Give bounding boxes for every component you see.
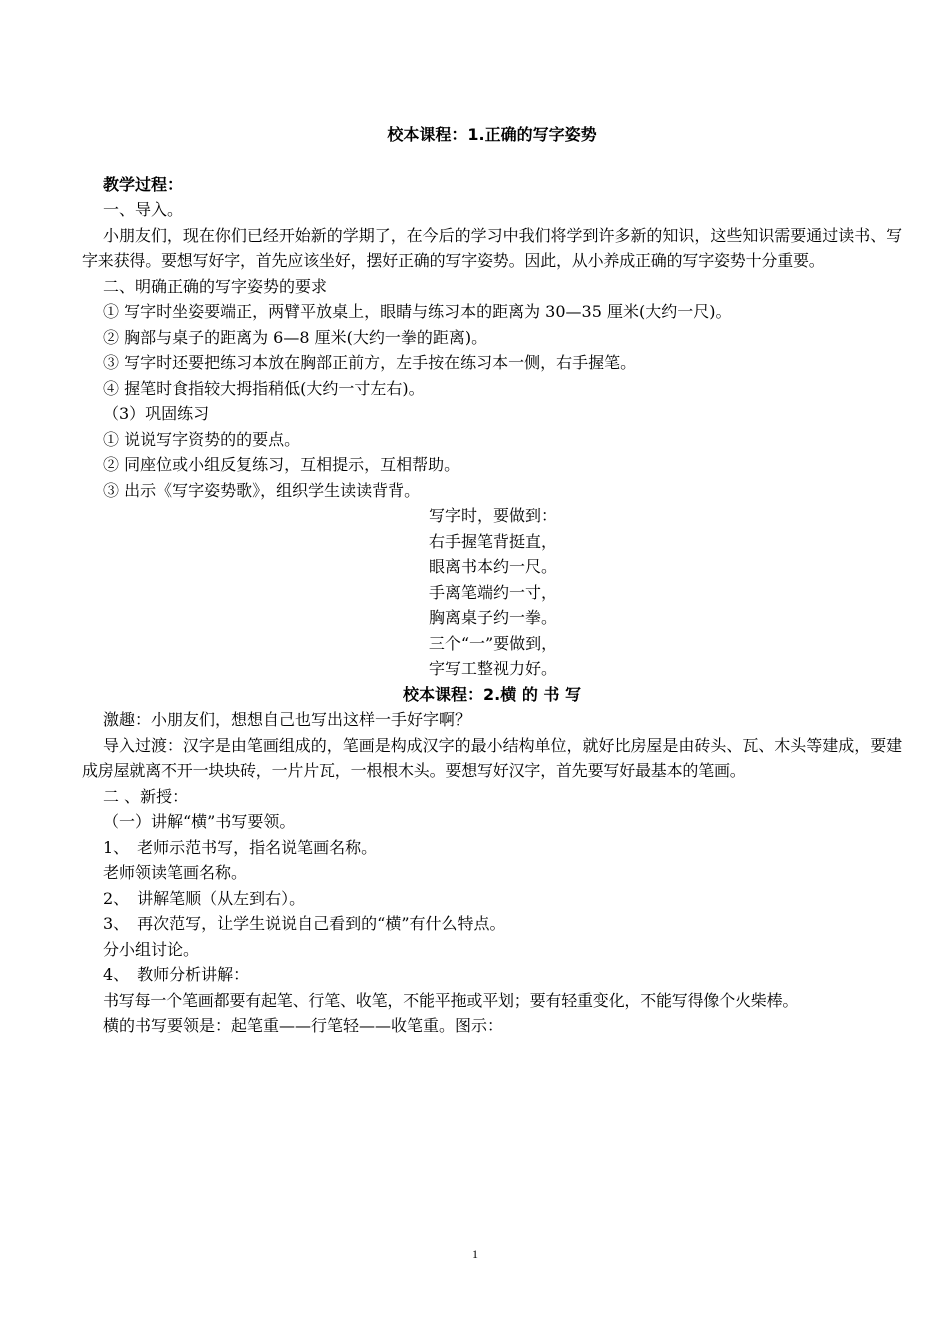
requirement-item: ① 写字时坐姿要端正，两臂平放桌上，眼睛与练习本的距离为 30—35 厘米(大约一尺)。 — [103, 302, 732, 321]
step-item: 4、 教师分析讲解： — [103, 965, 250, 984]
explanation-paragraph: 书写每一个笔画都要有起笔、行笔、收笔，不能平拖或平划；要有轻重变化，不能写得像个火柴棒。 — [103, 990, 799, 1010]
requirement-item: ② 胸部与桌子的距离为 6—8 厘米(大约一拳的距离)。 — [103, 327, 488, 347]
practice-item: ② 同座位或小组反复练习，互相提示，互相帮助。 — [103, 455, 461, 474]
page-number: 1 — [472, 1247, 478, 1261]
step-note: 老师领读笔画名称。 — [103, 863, 248, 882]
teaching-process-heading: 教学过程： — [103, 174, 184, 194]
step-item: 1、 老师示范书写，指名说笔画名称。 — [103, 837, 378, 857]
motivation-line: 激趣：小朋友们，想想自己也写出这样一手好字啊？ — [103, 710, 472, 729]
lesson1-title: 校本课程：1.正确的写字姿势 — [387, 125, 597, 144]
step-item: 3、 再次范写，让学生说说自己看到的“横”有什么特点。 — [103, 914, 506, 933]
section-requirements-heading: 二、明确正确的写字姿势的要求 — [103, 276, 328, 296]
poem-line: 右手握笔背挺直， — [428, 531, 557, 551]
practice-item: ① 说说写字资势的的要点。 — [103, 429, 301, 449]
requirement-item: ④ 握笔时食指较大拇指稍低(大约一寸左右)。 — [103, 378, 425, 398]
lesson2-title: 校本课程：2.横 的 书 写 — [403, 684, 581, 704]
step-note: 分小组讨论。 — [103, 939, 200, 959]
practice-item: ③ 出示《写字姿势歌》，组织学生读读背背。 — [103, 480, 421, 500]
poem-line: 三个“一”要做到， — [428, 633, 558, 653]
intro-paragraph: 小朋友们，现在你们已经开始新的学期了，在今后的学习中我们将学到许多新的知识，这些知识需要通过读书、写字来获得。要想写好字，首先应该坐好，摆好正确的写字姿势。因此，从小养成正确的写字姿势十分重要。 — [82, 225, 902, 270]
section-intro-heading: 一、导入。 — [103, 200, 184, 219]
subsection-heading: （一）讲解“横”书写要领。 — [103, 812, 296, 831]
requirement-item: ③ 写字时还要把练习本放在胸部正前方，左手按在练习本一侧，右手握笔。 — [103, 353, 637, 372]
section-new-teaching-heading: 二 、新授： — [103, 786, 189, 806]
poem-line: 手离笔端约一寸， — [428, 582, 557, 602]
key-points-line: 横的书写要领是：起笔重——行笔轻——收笔重。图示： — [103, 1016, 504, 1035]
poem-line: 眼离书本约一尺。 — [428, 557, 557, 576]
poem-line: 写字时，要做到： — [428, 506, 557, 525]
writing-posture-song — [82, 503, 902, 682]
transition-paragraph: 导入过渡：汉字是由笔画组成的，笔画是构成汉字的最小结构单位，就好比房屋是由砖头、瓦、木头等建成，要建成房屋就离不开一块块砖，一片片瓦，一根根木头。要想写好汉字，首先要写好最基本的笔画。 — [82, 735, 902, 780]
poem-line: 胸离桌子约一拳。 — [428, 608, 557, 627]
step-item: 2、 讲解笔顺（从左到右）。 — [103, 888, 306, 908]
poem-line: 字写工整视力好。 — [428, 659, 557, 678]
section-practice-heading: （3）巩固练习 — [103, 404, 210, 423]
document-body — [82, 122, 902, 1039]
